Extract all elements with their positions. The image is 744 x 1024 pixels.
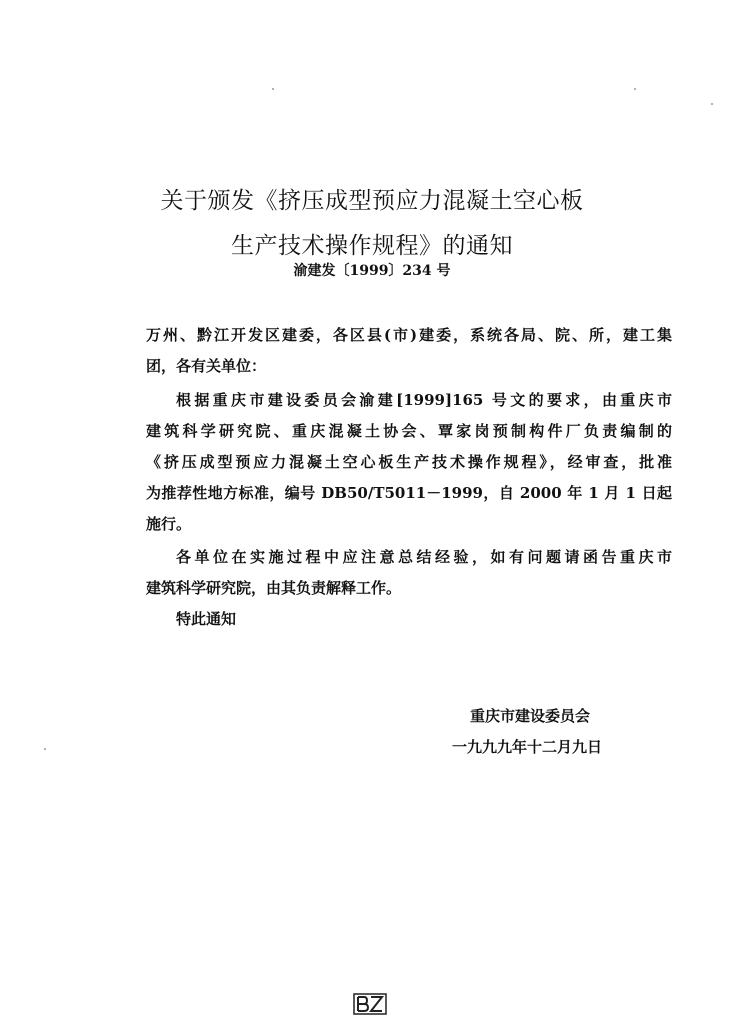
title-line-1: 关于颁发《挤压成型预应力混凝土空心板	[160, 188, 584, 214]
recipients-block	[146, 320, 672, 382]
page-mark-logo	[353, 993, 387, 1015]
paragraph-1-line-1: 根据重庆市建设委员会渝建[1999]165 号文的要求，由重庆市	[176, 391, 672, 409]
paragraph-2-line-1: 各单位在实施过程中应注意总结经验，如有问题请函告重庆市	[176, 548, 672, 566]
document-number: 渝建发〔1999〕234 号	[293, 263, 451, 279]
paragraph-1-line-2: 建筑科学研究院、重庆混凝土协会、覃家岗预制构件厂负责编制的	[146, 422, 672, 440]
title-line-2: 生产技术操作规程》的通知	[231, 233, 513, 259]
paragraph-1	[146, 385, 672, 540]
closing-text: 特此通知	[176, 610, 237, 628]
paragraph-1-line-5: 施行。	[146, 515, 192, 533]
paragraph-2	[146, 542, 672, 604]
scan-speck	[44, 748, 46, 750]
paragraph-1-line-4: 为推荐性地方标准，编号 DB50/T5011－1999，自 2000 年 1 月 1 日起	[146, 484, 672, 502]
scan-speck	[272, 88, 274, 90]
signature-org: 重庆市建设委员会	[470, 707, 591, 725]
recipients-line-2: 团，各有关单位：	[146, 357, 267, 375]
scan-speck	[634, 88, 636, 90]
signature-date: 一九九九年十二月九日	[452, 738, 603, 756]
scan-speck	[711, 103, 713, 105]
paragraph-1-line-3: 《挤压成型预应力混凝土空心板生产技术操作规程》，经审查，批准	[146, 453, 672, 471]
recipients-line-1: 万州、黔江开发区建委，各区县(市)建委，系统各局、院、所，建工集	[146, 326, 672, 344]
closing-block	[146, 604, 672, 635]
paragraph-2-line-2: 建筑科学研究院，由其负责解释工作。	[146, 579, 402, 597]
